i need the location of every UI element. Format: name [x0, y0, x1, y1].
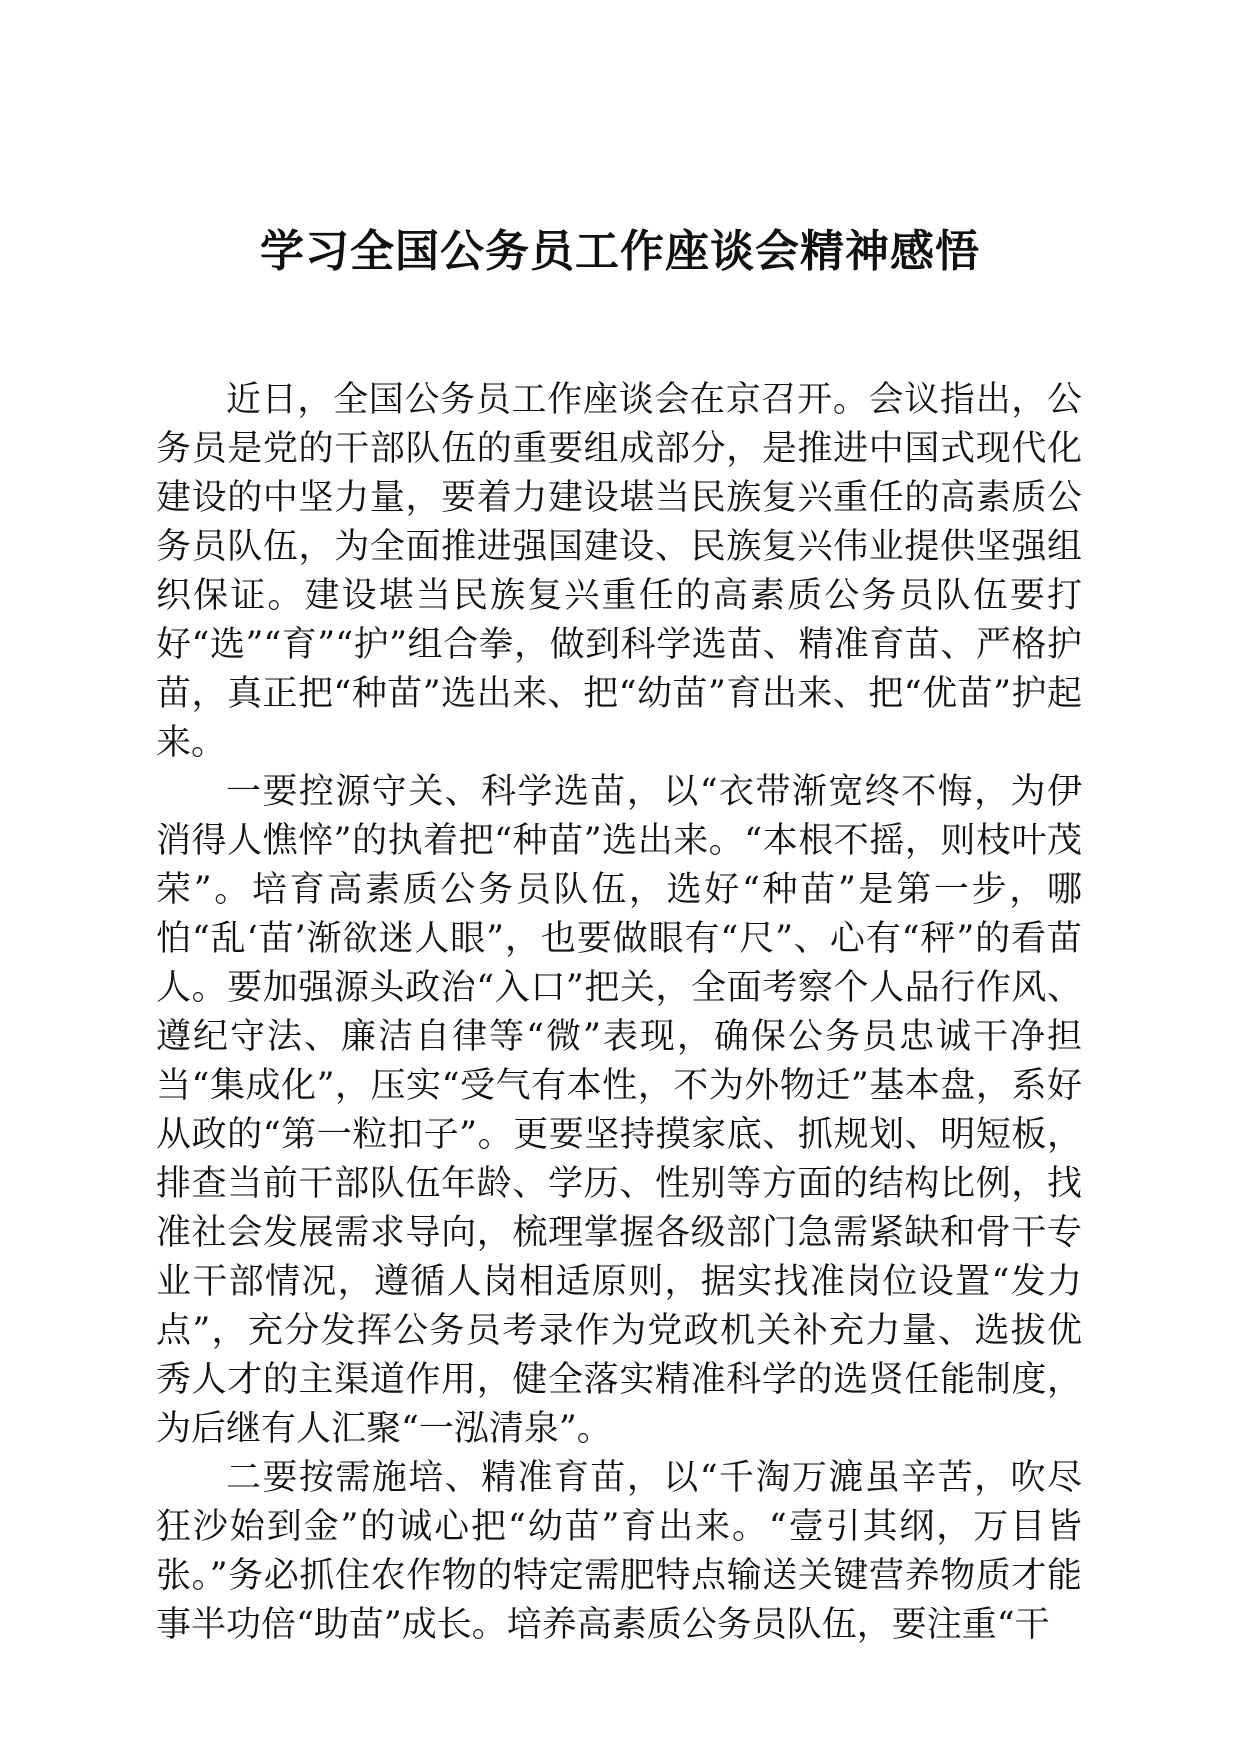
document-body [156, 376, 1082, 1650]
paragraph-intro: 近日，全国公务员工作座谈会在京召开。会议指出，公务员是党的干部队伍的重要组成部分，是推进中国式现代化建设的中坚力量，要着力建设堪当民族复兴重任的高素质公务员队伍，为全面推进强国建设、民族复兴伟业提供坚强组织保证。建设堪当民族复兴重任的高素质公务员队伍要打好“选”“育”“护”组合拳，做到科学选苗、精准育苗、严格护苗，真正把“种苗”选出来、把“幼苗”育出来、把“优苗”护起来。 [156, 380, 1082, 763]
paragraph-cultivation: 二要按需施培、精准育苗，以“千淘万漉虽辛苦，吹尽狂沙始到金”的诚心把“幼苗”育出来。“壹引其纲，万目皆张。”务必抓住农作物的特定需肥特点输送关键营养物质才能事半功倍“助苗”成长。培养高素质公务员队伍，要注重“干 [156, 1458, 1082, 1645]
document-title: 学习全国公务员工作座谈会精神感悟 [260, 226, 980, 277]
paragraph-selection: 一要控源守关、科学选苗，以“衣带渐宽终不悔，为伊消得人憔悴”的执着把“种苗”选出来。“本根不摇，则枝叶茂荣”。培育高素质公务员队伍，选好“种苗”是第一步，哪怕“乱‘苗’渐欲迷人眼”，也要做眼有“尺”、心有“秤”的看苗人。要加强源头政治“入口”把关，全面考察个人品行作风、遵纪守法、廉洁自律等“微”表现，确保公务员忠诚干净担当“集成化”，压实“受气有本性，不为外物迁”基本盘，系好从政的“第一粒扣子”。更要坚持摸家底、抓规划、明短板，排查当前干部队伍年龄、学历、性别等方面的结构比例，找准社会发展需求导向，梳理掌握各级部门急需紧缺和骨干专业干部情况，遵循人岗相适原则，据实找准岗位设置“发力点”，充分发挥公务员考录作为党政机关补充力量、选拔优秀人才的主渠道作用，健全落实精准科学的选贤任能制度，为后继有人汇聚“一泓清泉”。 [156, 772, 1082, 1449]
